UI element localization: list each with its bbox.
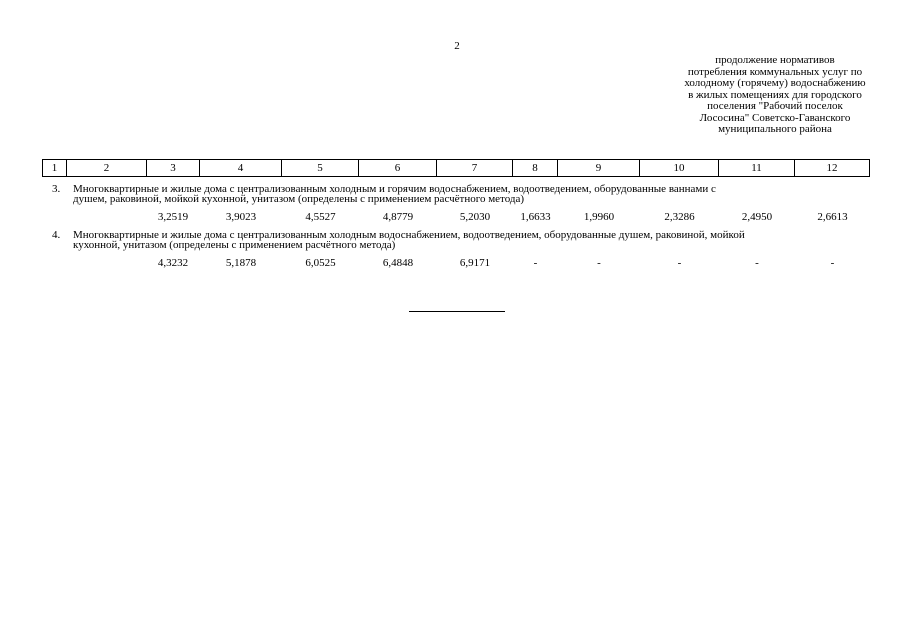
value-cell: 4,3232 xyxy=(157,257,189,269)
section-3-values xyxy=(0,211,905,223)
value-cell: 6,4848 xyxy=(382,257,414,269)
value-cell: - xyxy=(755,257,759,269)
value-cell: 3,2519 xyxy=(157,211,189,223)
header-note-line: муниципального района xyxy=(718,123,832,135)
value-cell: 4,8779 xyxy=(382,211,414,223)
section-description-line: Многоквартирные и жилые дома с централизованным холодным водоснабжением, водоотведением, оборудованные душем, раковиной, мойкой xyxy=(73,229,745,241)
section-number: 4. xyxy=(52,229,61,241)
column-number-cell: 4 xyxy=(200,160,282,177)
column-number-cell: 10 xyxy=(640,160,719,177)
section-description-line: Многоквартирные и жилые дома с централизованным холодным и горячим водоснабжением, водоотведением, оборудованные ваннами с xyxy=(73,183,716,195)
value-cell: 1,6633 xyxy=(520,211,551,223)
page-number: 2 xyxy=(454,40,460,52)
column-number-cell: 12 xyxy=(795,160,870,177)
value-cell: 4,5527 xyxy=(305,211,336,223)
value-cell: 2,4950 xyxy=(741,211,773,223)
header-note-line: Лососина" Советско-Гаванского xyxy=(699,111,851,124)
section-description-line: душем, раковиной, мойкой кухонной, унитазом (определены с применением расчётного метода) xyxy=(73,193,525,205)
section-number: 3. xyxy=(52,183,61,195)
column-number-cell: 8 xyxy=(513,160,558,177)
column-number-cell: 5 xyxy=(282,160,359,177)
value-cell: 5,1878 xyxy=(225,257,257,269)
column-number-cell: 3 xyxy=(147,160,200,177)
header-note-line: в жилых помещениях для городского xyxy=(688,88,862,101)
column-number-cell: 1 xyxy=(43,160,67,177)
value-cell: - xyxy=(597,257,601,269)
value-cell: - xyxy=(677,257,682,269)
header-note-line: поселения "Рабочий поселок xyxy=(707,100,843,112)
column-number-cell: 2 xyxy=(67,160,147,177)
value-cell: 1,9960 xyxy=(583,211,615,223)
section-4-values xyxy=(0,257,905,269)
header-note-line: холодному (горячему) водоснабжению xyxy=(684,77,866,89)
column-number-header xyxy=(42,159,870,177)
value-cell: - xyxy=(830,257,835,269)
section-description-line: кухонной, унитазом (определены с применением расчётного метода) xyxy=(73,239,396,251)
value-cell: 3,9023 xyxy=(225,211,257,223)
value-cell: 6,9171 xyxy=(459,257,491,269)
value-cell: 5,2030 xyxy=(459,211,491,223)
header-note-line: потребления коммунальных услуг по xyxy=(687,65,863,78)
value-cell: 6,0525 xyxy=(305,257,336,269)
section-description xyxy=(73,230,873,250)
value-cell: 2,3286 xyxy=(664,211,695,223)
column-number-cell: 11 xyxy=(719,160,795,177)
end-separator-line xyxy=(409,311,505,312)
header-note-line: продолжение нормативов xyxy=(715,54,835,66)
column-number-cell: 7 xyxy=(437,160,513,177)
section-description xyxy=(73,184,873,204)
document-header-note xyxy=(660,55,890,136)
column-number-cell: 6 xyxy=(359,160,437,177)
column-number-cell: 9 xyxy=(558,160,640,177)
value-cell: 2,6613 xyxy=(817,211,848,223)
value-cell: - xyxy=(533,257,538,269)
